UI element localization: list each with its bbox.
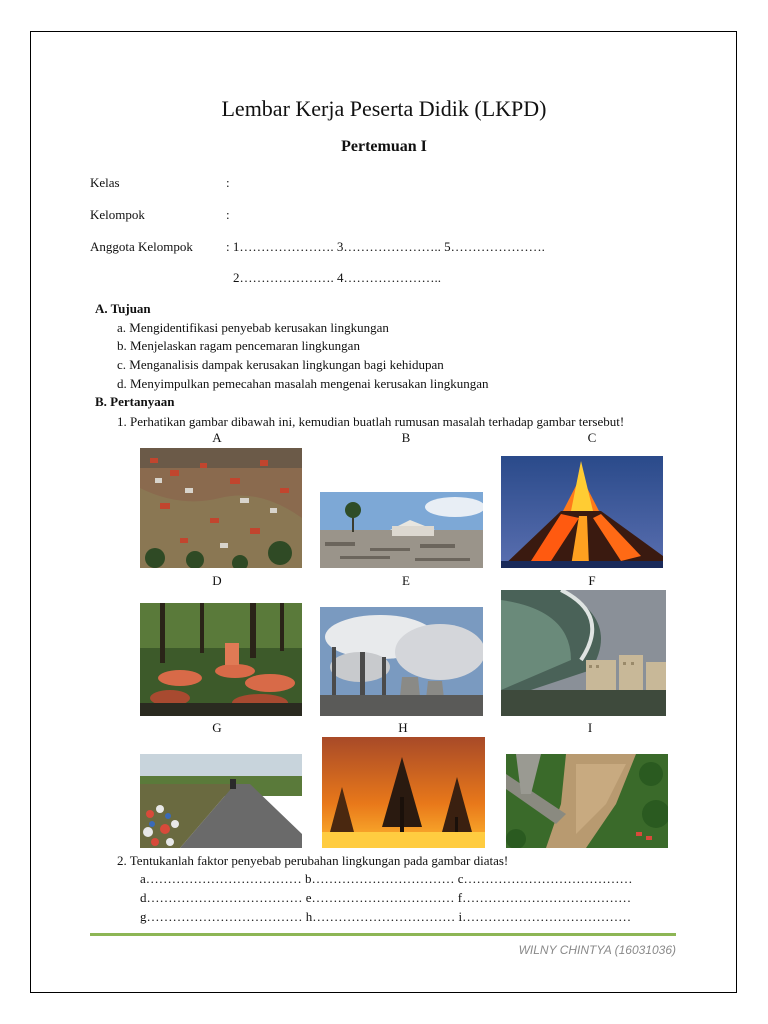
factory-smoke-photo xyxy=(320,607,483,716)
deforestation-photo xyxy=(140,603,302,716)
image-label-e: E xyxy=(402,573,410,588)
anggota-line-2: 2…………………. 4………………….. xyxy=(233,270,441,285)
forest-fire-photo xyxy=(322,737,485,848)
answer-line[interactable]: a……………………………… b…………………………… c………………………………… xyxy=(140,871,633,886)
objective-item: a. Mengidentifikasi penyebab kerusakan lingkungan xyxy=(117,320,389,335)
image-label-i: I xyxy=(587,720,593,735)
image-label-f: F xyxy=(588,573,596,588)
roadside-garbage-photo xyxy=(140,754,302,848)
objective-item: b. Menjelaskan ragam pencemaran lingkungan xyxy=(117,338,360,353)
answer-line[interactable]: d……………………………… e…………………………… f………………………………… xyxy=(140,890,632,905)
section-a-heading: A. Tujuan xyxy=(95,301,151,316)
footer-author: WILNY CHINTYA (16031036) xyxy=(518,943,676,957)
footer-rule xyxy=(90,933,676,936)
image-label-c: C xyxy=(587,430,597,445)
anggota-line-1: : 1…………………. 3………………….. 5…………………. xyxy=(226,239,545,254)
anggota-label: Anggota Kelompok xyxy=(90,239,193,254)
tsunami-wave-photo xyxy=(501,590,666,716)
image-label-h: H xyxy=(398,720,408,735)
objective-item: c. Menganalisis dampak kerusakan lingkungan bagi kehidupan xyxy=(117,357,444,372)
flood-photo xyxy=(140,448,302,568)
kelompok-value: : xyxy=(226,207,230,222)
image-label-a: A xyxy=(212,430,222,445)
section-b-heading: B. Pertanyaan xyxy=(95,394,175,409)
question-2: 2. Tentukanlah faktor penyebab perubahan lingkungan pada gambar diatas! xyxy=(117,853,509,868)
page-subtitle: Pertemuan I xyxy=(341,138,427,155)
image-label-b: B xyxy=(401,430,411,445)
kelas-value: : xyxy=(226,175,230,190)
page-title: Lembar Kerja Peserta Didik (LKPD) xyxy=(221,96,547,121)
image-label-g: G xyxy=(212,720,222,735)
answer-line[interactable]: g……………………………… h…………………………… i………………………………… xyxy=(140,909,632,924)
question-1: 1. Perhatikan gambar dibawah ini, kemudian buatlah rumusan masalah terhadap gambar tersebut! xyxy=(117,414,625,429)
landslide-photo xyxy=(506,754,668,848)
kelompok-label: Kelompok xyxy=(90,207,145,222)
image-label-d: D xyxy=(212,573,222,588)
volcano-eruption-photo xyxy=(501,456,663,568)
tsunami-debris-photo xyxy=(320,492,483,568)
kelas-label: Kelas xyxy=(90,175,120,190)
objective-item: d. Menyimpulkan pemecahan masalah mengenai kerusakan lingkungan xyxy=(117,376,489,391)
